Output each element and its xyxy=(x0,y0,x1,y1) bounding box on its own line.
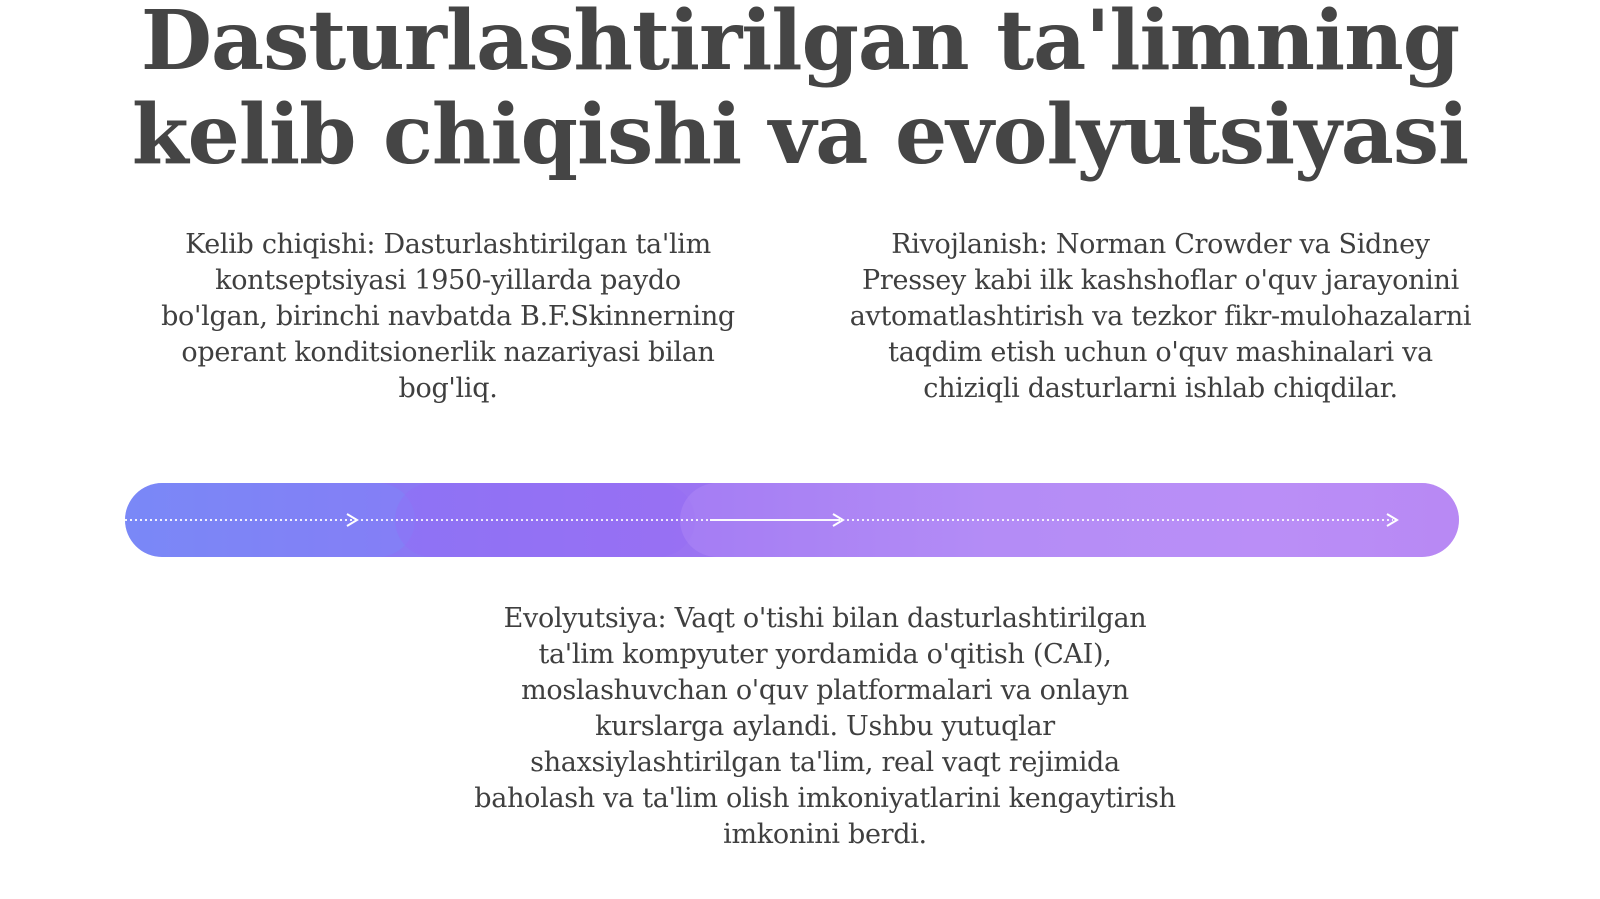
origin-text: Kelib chiqishi: Dasturlashtirilgan ta'lim kontseptsiyasi 1950-yillarda paydo bo'lgan, birinchi navbatda B.F.Skinnerning operant konditsionerlik nazariyasi bilan bog'liq. xyxy=(161,229,735,404)
timeline-arrows xyxy=(125,483,1459,557)
development-text: Rivojlanish: Norman Crowder va Sidney Pressey kabi ilk kashshoflar o'quv jarayonini avtomatlashtirish va tezkor fikr-mulohazalarni taqdim etish uchun o'quv mashinalari va chiziqli dasturlarni ishlab chiqdilar. xyxy=(849,229,1472,404)
page-title: Dasturlashtirilgan ta'limning kelib chiqishi va evolyutsiyasi xyxy=(131,0,1469,183)
timeline-bar xyxy=(125,483,1459,557)
evolution-text: Evolyutsiya: Vaqt o'tishi bilan dasturlashtirilgan ta'lim kompyuter yordamida o'qitish (CAI), moslashuvchan o'quv platformalari va onlayn kurslarga aylandi. Ushbu yutuqlar shaxsiylashtirilgan ta'lim, real vaqt rejimida baholash va ta'lim olish imkoniyatlarini kengaytirish imkonini berdi. xyxy=(474,603,1176,850)
